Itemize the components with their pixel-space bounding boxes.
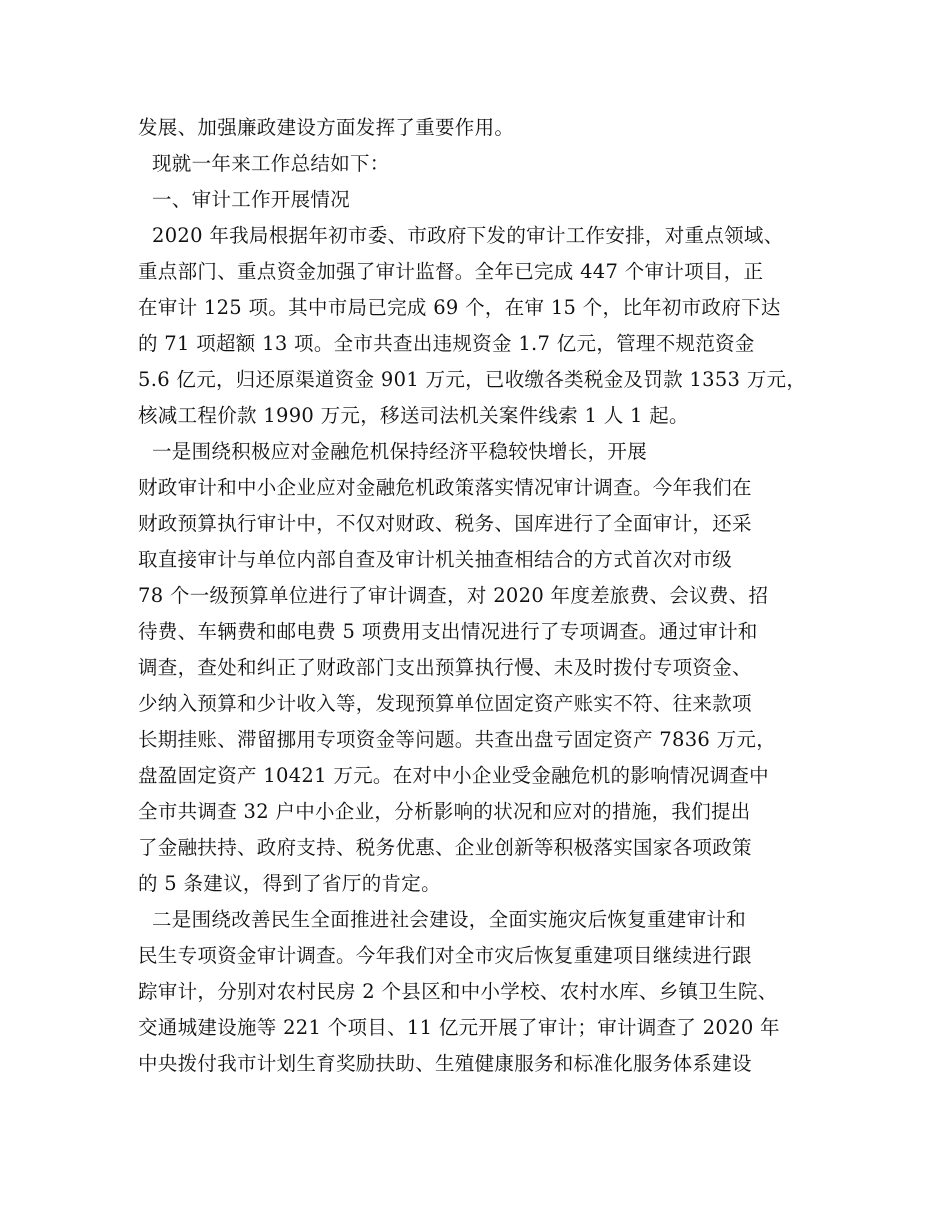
- text-line: 中央拨付我市计划生育奖励扶助、生殖健康服务和标准化服务体系建设: [138, 1052, 752, 1075]
- text-line: 二是围绕改善民生全面推进社会建设，全面实施灾后恢复重建审计和: [152, 908, 747, 931]
- text-line: 核减工程价款 1990 万元，移送司法机关案件线索 1 人 1 起。: [138, 404, 689, 427]
- text-line: 财政审计和中小企业应对金融危机政策落实情况审计调查。今年我们在: [138, 476, 752, 499]
- document-body: [138, 110, 838, 1082]
- text-line: 在审计 125 项。其中市局已完成 69 个，在审 15 个，比年初市政府下达: [138, 296, 781, 319]
- text-line: 踪审计，分别对农村民房 2 个县区和中小学校、农村水库、乡镇卫生院、: [138, 980, 778, 1003]
- text-line: 一是围绕积极应对金融危机保持经济平稳较快增长，开展: [152, 440, 648, 463]
- text-line: 发展、加强廉政建设方面发挥了重要作用。: [138, 116, 515, 139]
- text-line: 调查，查处和纠正了财政部门支出预算执行慢、未及时拨付专项资金、: [138, 656, 752, 679]
- text-line: 取直接审计与单位内部自查及审计机关抽查相结合的方式首次对市级: [138, 548, 733, 571]
- text-line: 交通城建设施等 221 个项目、11 亿元开展了审计；审计调查了 2020 年: [138, 1016, 780, 1039]
- text-line: 的 5 条建议，得到了省厅的肯定。: [138, 872, 441, 895]
- text-line: 全市共调查 32 户中小企业，分析影响的状况和应对的措施，我们提出: [138, 800, 751, 823]
- text-line: 78 个一级预算单位进行了审计调查，对 2020 年度差旅费、会议费、招: [138, 584, 769, 607]
- text-line: 民生专项资金审计调查。今年我们对全市灾后恢复重建项目继续进行跟: [138, 944, 752, 967]
- text-line: 的 71 项超额 13 项。全市共查出违规资金 1.7 亿元，管理不规范资金: [138, 332, 755, 355]
- text-line: 2020 年我局根据年初市委、市政府下发的审计工作安排，对重点领域、: [152, 224, 784, 247]
- text-line: 一、审计工作开展情况: [152, 188, 351, 211]
- text-line: 盘盈固定资产 10421 万元。在对中小企业受金融危机的影响情况调查中: [138, 764, 769, 787]
- text-line: 现就一年来工作总结如下：: [152, 152, 390, 175]
- text-line: 重点部门、重点资金加强了审计监督。全年已完成 447 个审计项目，正: [138, 260, 764, 283]
- text-line: 长期挂账、滞留挪用专项资金等问题。共查出盘亏固定资产 7836 万元，: [138, 728, 777, 751]
- text-line: 5.6 亿元，归还原渠道资金 901 万元，已收缴各类税金及罚款 1353 万元，: [138, 368, 807, 391]
- text-line: 待费、车辆费和邮电费 5 项费用支出情况进行了专项调查。通过审计和: [138, 620, 758, 643]
- text-line: 财政预算执行审计中，不仅对财政、税务、国库进行了全面审计，还采: [138, 512, 752, 535]
- text-line: 少纳入预算和少计收入等，发现预算单位固定资产账实不符、往来款项: [138, 692, 752, 715]
- text-line: 了金融扶持、政府支持、税务优惠、企业创新等积极落实国家各项政策: [138, 836, 752, 859]
